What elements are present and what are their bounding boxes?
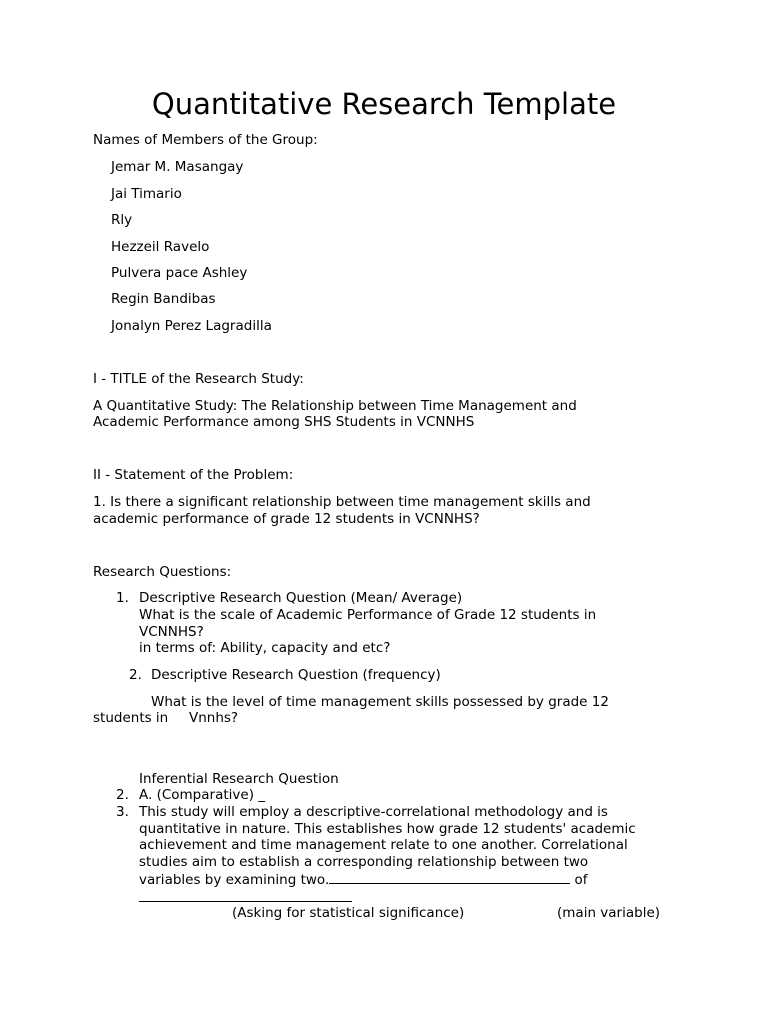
study-title-line: Academic Performance among SHS Students in VCNNHS: [93, 414, 475, 430]
problem-line: academic performance of grade 12 students in VCNNHS?: [93, 511, 480, 527]
member-name: Pulvera pace Ashley: [111, 265, 248, 281]
question-line: Vnnhs?: [189, 710, 239, 726]
methodology-line: achievement and time management relate to one another. Correlational: [139, 837, 628, 853]
member-name: Rly: [111, 212, 133, 228]
question-line: What is the level of time management skills possessed by grade 12: [151, 694, 609, 710]
member-name: Jemar M. Masangay: [111, 159, 244, 175]
question-line: VCNNHS?: [139, 624, 204, 640]
list-number: 1.: [116, 590, 129, 606]
research-questions-heading: Research Questions:: [93, 564, 232, 580]
problem-heading: II - Statement of the Problem:: [93, 467, 294, 483]
document-title: Quantitative Research Template: [151, 87, 617, 121]
study-title-line: A Quantitative Study: The Relationship between Time Management and: [93, 398, 577, 414]
problem-line: 1. Is there a significant relationship between time management skills and: [93, 494, 591, 510]
methodology-line: [139, 871, 588, 889]
methodology-line-end: of: [574, 872, 588, 888]
comparative-item: A. (Comparative) _: [139, 787, 265, 803]
member-name: Hezzeil Ravelo: [111, 239, 210, 255]
question-title: Descriptive Research Question (Mean/ Average): [139, 590, 463, 606]
fill-in-blank[interactable]: [139, 888, 352, 902]
section-title-heading: I - TITLE of the Research Study:: [93, 371, 304, 387]
blank-caption: (Asking for statistical significance): [232, 905, 465, 921]
question-line: students in: [93, 710, 169, 726]
question-line: in terms of: Ability, capacity and etc?: [139, 640, 391, 656]
member-name: Jai Timario: [111, 186, 182, 202]
question-title: Descriptive Research Question (frequency): [151, 667, 441, 683]
list-number: 2.: [129, 667, 142, 683]
question-line: What is the scale of Academic Performance of Grade 12 students in: [139, 607, 597, 623]
methodology-line: This study will employ a descriptive-correlational methodology and is: [139, 804, 608, 820]
member-name: Jonalyn Perez Lagradilla: [111, 318, 272, 334]
methodology-line-text: variables by examining two.: [139, 872, 330, 888]
list-number: 2.: [116, 787, 129, 803]
methodology-line: studies aim to establish a corresponding relationship between two: [139, 854, 589, 870]
inferential-heading: Inferential Research Question: [139, 771, 339, 787]
fill-in-blank[interactable]: [329, 871, 570, 884]
members-heading: Names of Members of the Group:: [93, 132, 318, 148]
methodology-line: quantitative in nature. This establishes how grade 12 students' academic: [139, 821, 636, 837]
list-number: 3.: [116, 804, 129, 820]
blank-caption: (main variable): [557, 905, 661, 921]
member-name: Regin Bandibas: [111, 291, 216, 307]
